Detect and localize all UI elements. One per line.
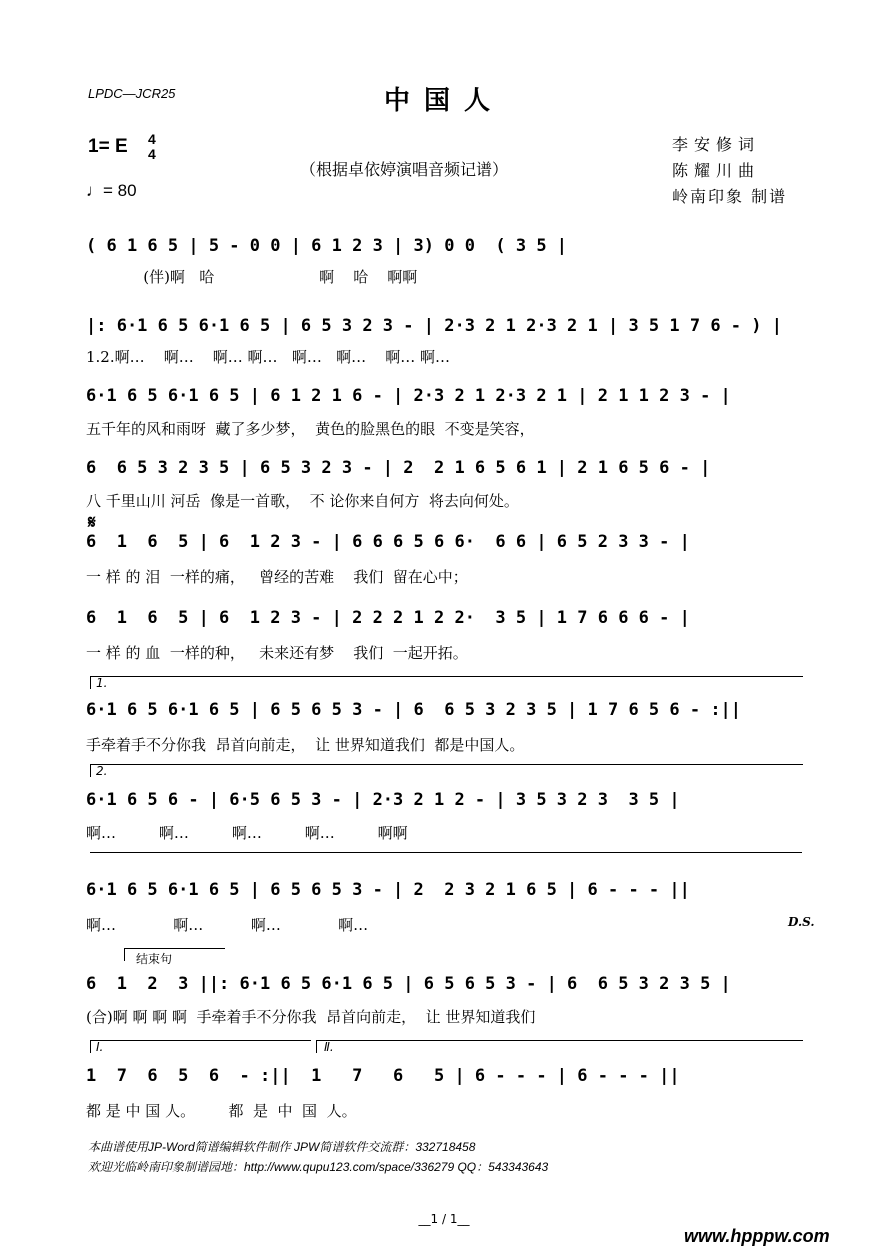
score-system-2: |: 6·1 6 5 6·1 6 5 | 6 5 3 2 3 - | 2·3 2 1 2·3 2 1 | 3 5 1 7 6 - ) | (86, 316, 782, 336)
system-divider (90, 852, 802, 853)
footer-website-note: 欢迎光临岭南印象制谱园地：http://www.qupu123.com/space/336279 QQ：543343643 (88, 1160, 549, 1174)
lyrics-line-4: 八 千里山川 河岳 像是一首歌， 不 论你来自何方 将去向何处。 (86, 492, 519, 510)
dal-segno-mark: D.S. (788, 915, 815, 929)
time-signature-bottom: 4 (148, 146, 156, 162)
page-number: __1 / 1__ (418, 1212, 470, 1226)
score-system-1: ( 6 1 6 5 | 5 - 0 0 | 6 1 2 3 | 3) 0 0 ( 3 5 | (86, 236, 568, 256)
segno-sign: 𝄋 (88, 512, 96, 533)
tempo-marking (86, 181, 137, 201)
first-ending-label: 1. (96, 676, 108, 690)
tempo-value: = 80 (103, 181, 137, 200)
lyrics-line-6: 一 样 的 血 一样的种， 未来还有梦 我们 一起开拓。 (86, 644, 468, 662)
coda-label: 结束句 (136, 952, 173, 966)
final-second-ending-bracket (316, 1040, 803, 1053)
score-subtitle: （根据卓依婷演唱音频记谱） (300, 160, 509, 179)
score-system-5: 6 1 6 5 | 6 1 2 3 - | 6 6 6 5 6 6· 6 6 | 6 5 2 3 3 - | (86, 532, 690, 552)
second-ending-label: 2. (96, 764, 108, 778)
lyrics-line-2: 1.2.啊… 啊… 啊… 啊… 啊… 啊… 啊… 啊… (86, 348, 450, 366)
quarter-note-icon: ♩ (86, 181, 103, 200)
watermark-site: www.hpppw.com (684, 1226, 830, 1246)
key-signature: 1= E (88, 136, 128, 157)
time-signature-top: 4 (148, 131, 156, 147)
score-system-9: 6·1 6 5 6·1 6 5 | 6 5 6 5 3 - | 2 2 3 2 1 6 5 | 6 - - - || (86, 880, 690, 900)
first-ending-bracket (90, 676, 803, 689)
score-code: LPDC—JCR25 (88, 86, 176, 101)
final-second-ending-label: Ⅱ. (324, 1040, 334, 1054)
score-system-4: 6 6 5 3 2 3 5 | 6 5 3 2 3 - | 2 2 1 6 5 6 1 | 2 1 6 5 6 - | (86, 458, 711, 478)
score-system-8: 6·1 6 5 6 - | 6·5 6 5 3 - | 2·3 2 1 2 - | 3 5 3 2 3 3 5 | (86, 790, 680, 810)
second-ending-bracket (90, 764, 803, 777)
final-first-ending-label: Ⅰ. (96, 1040, 104, 1054)
footer-software-note: 本曲谱使用JP-Word简谱编辑软件制作 JPW简谱软件交流群：332718458 (88, 1140, 476, 1154)
lyrics-line-5: 一 样 的 泪 一样的痛， 曾经的苦难 我们 留在心中； (86, 568, 468, 586)
score-system-11: 1 7 6 5 6 - :|| 1 7 6 5 | 6 - - - | 6 - - - || (86, 1066, 680, 1086)
score-system-7: 6·1 6 5 6·1 6 5 | 6 5 6 5 3 - | 6 6 5 3 2 3 5 | 1 7 6 5 6 - :|| (86, 700, 742, 720)
lyricist-credit: 李安修词 (672, 135, 761, 154)
score-system-3: 6·1 6 5 6·1 6 5 | 6 1 2 1 6 - | 2·3 2 1 2·3 2 1 | 2 1 1 2 3 - | (86, 386, 731, 406)
lyrics-line-7: 手牵着手不分你我 昂首向前走， 让 世界知道我们 都是中国人。 (86, 736, 525, 754)
score-system-10: 6 1 2 3 ||: 6·1 6 5 6·1 6 5 | 6 5 6 5 3 - | 6 6 5 3 2 3 5 | (86, 974, 731, 994)
lyrics-line-1: (伴)啊 哈 啊 哈 啊啊 (86, 268, 418, 286)
time-signature (148, 132, 156, 162)
arranger-credit: 岭南印象 制谱 (672, 187, 788, 206)
score-system-6: 6 1 6 5 | 6 1 2 3 - | 2 2 2 1 2 2· 3 5 | 1 7 6 6 6 - | (86, 608, 690, 628)
lyrics-line-3: 五千年的风和雨呀 藏了多少梦， 黄色的脸黑色的眼 不变是笑容， (86, 420, 535, 438)
lyrics-line-10: (合)啊 啊 啊 啊 手牵着手不分你我 昂首向前走， 让 世界知道我们 (86, 1008, 536, 1026)
score-title: 中国人 (383, 86, 504, 116)
final-first-ending-bracket (90, 1040, 311, 1053)
lyrics-line-8: 啊… 啊… 啊… 啊… 啊啊 (86, 824, 408, 842)
lyrics-line-9: 啊… 啊… 啊… 啊… (86, 916, 369, 934)
lyrics-line-11: 都 是 中 国 人。 都 是 中 国 人。 (86, 1102, 357, 1120)
composer-credit: 陈耀川曲 (672, 161, 761, 180)
